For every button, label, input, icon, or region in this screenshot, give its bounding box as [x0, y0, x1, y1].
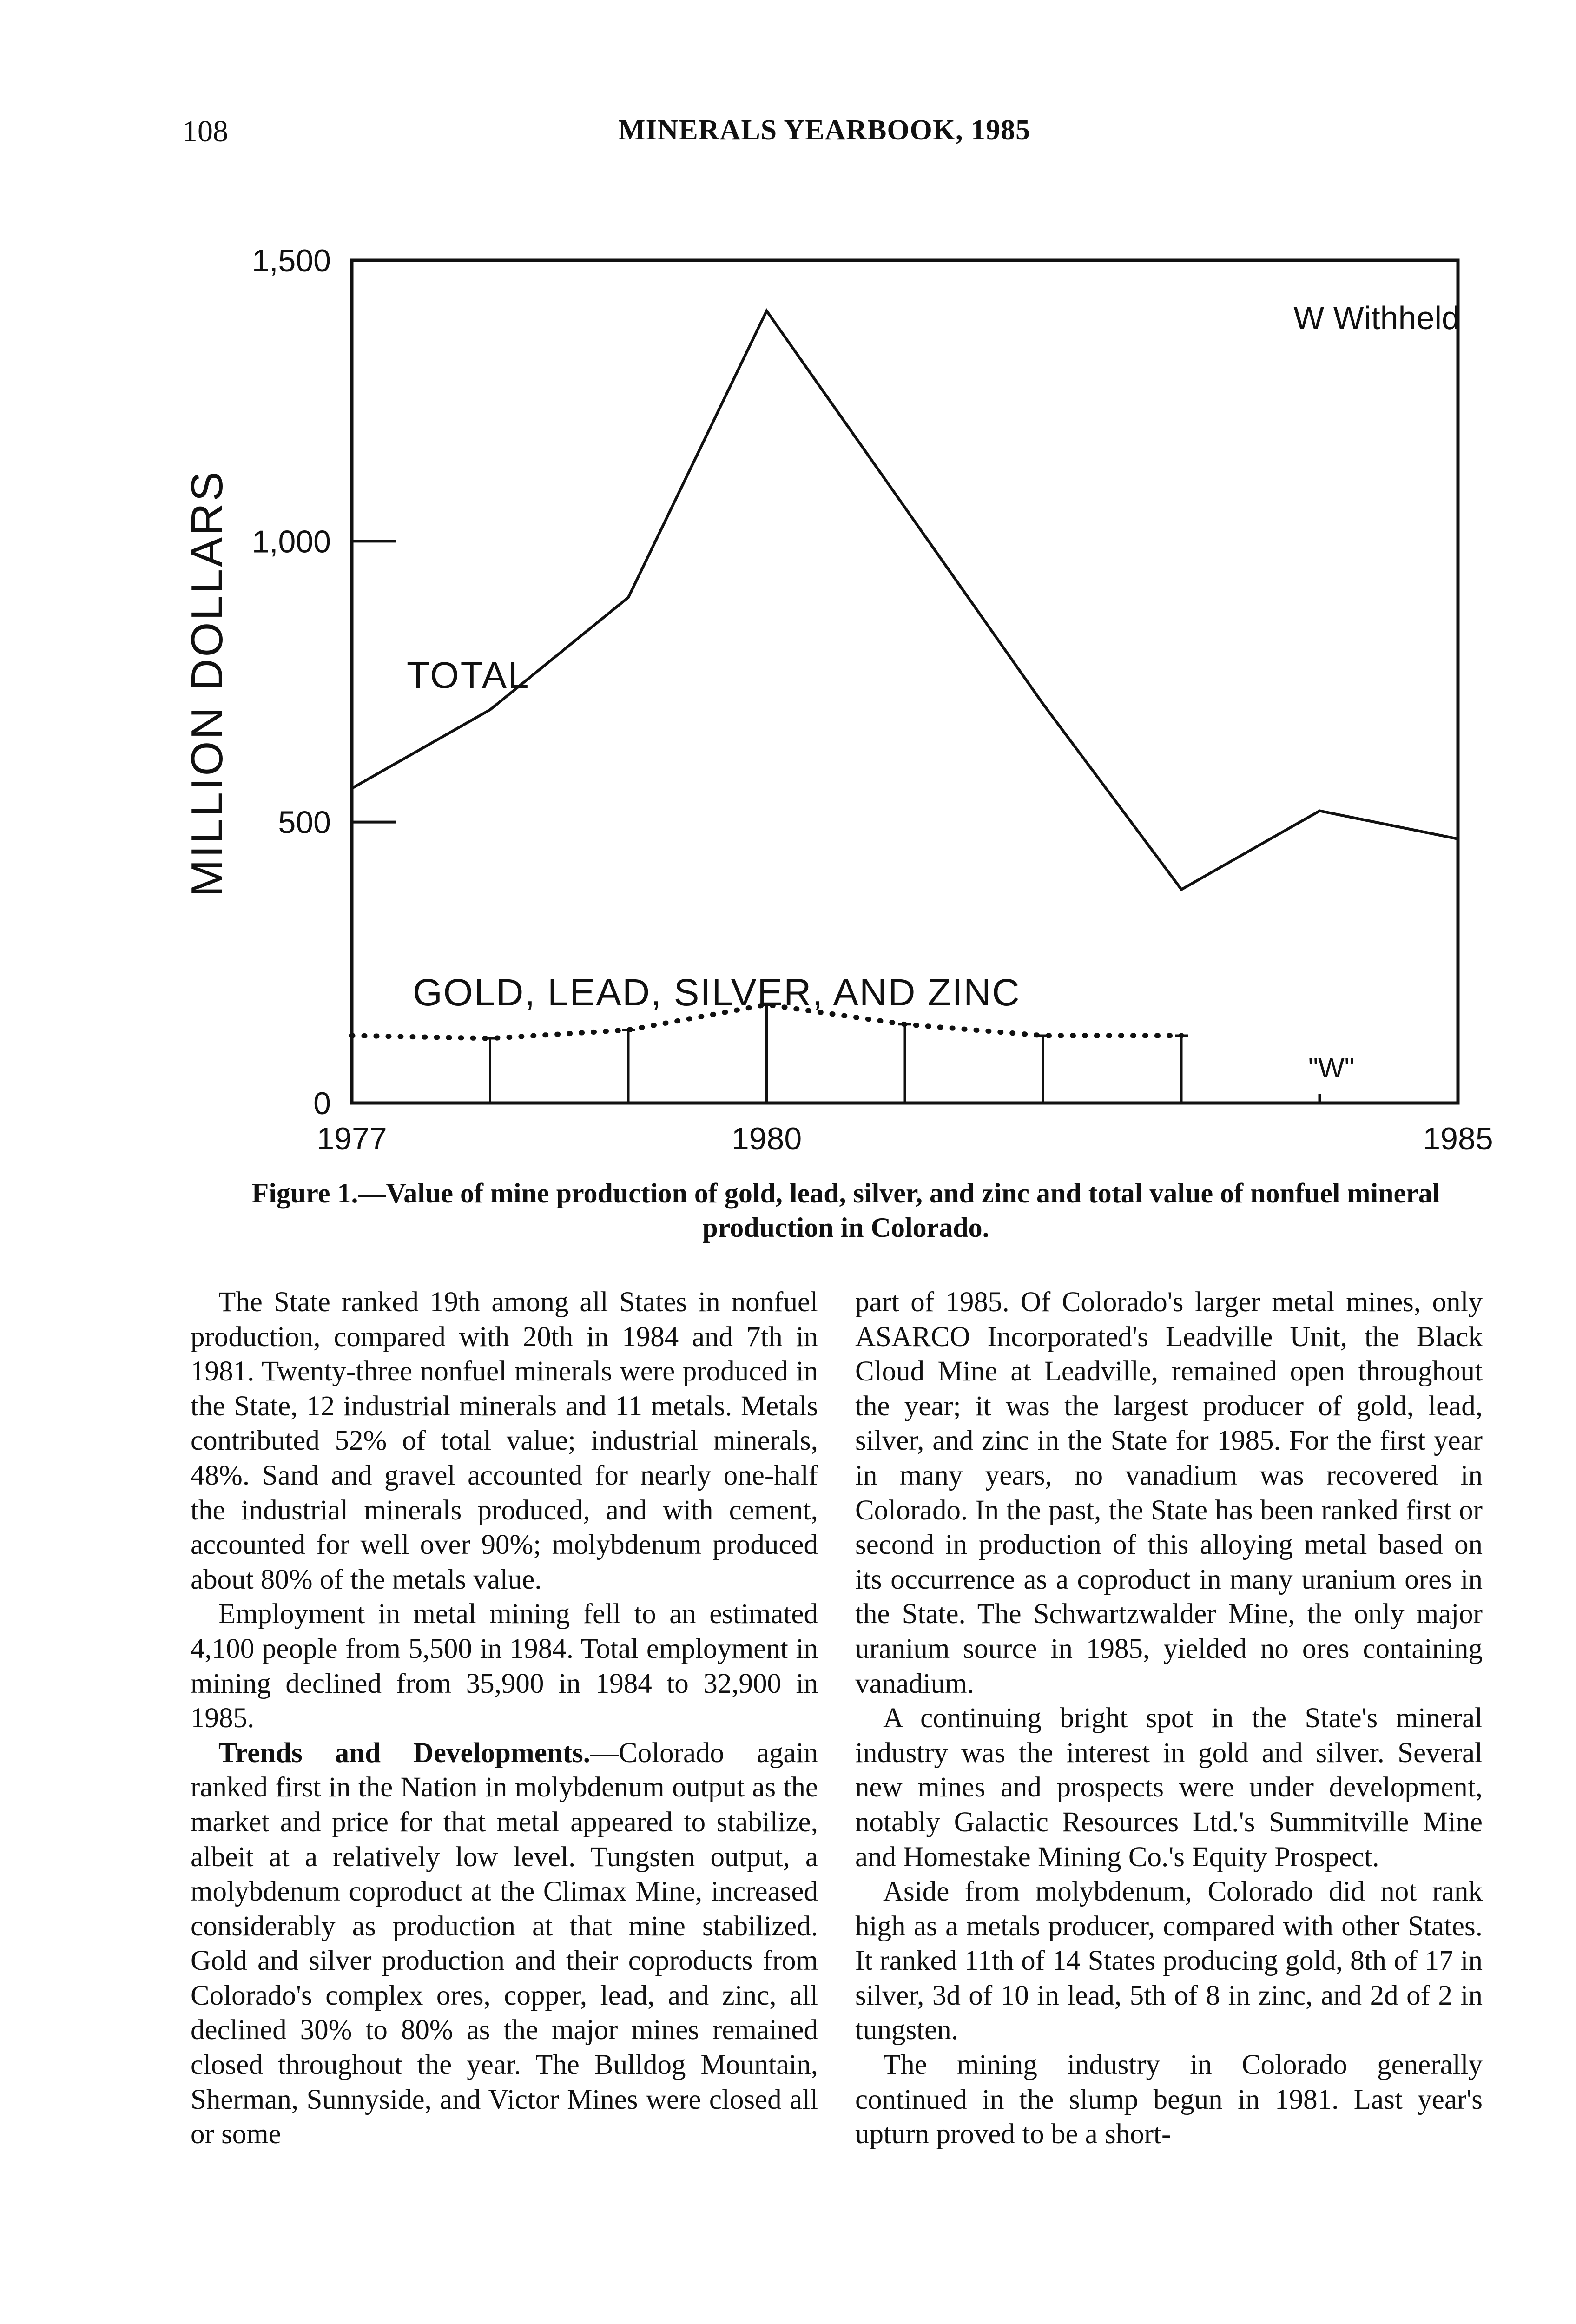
paragraph: Aside from molybdenum, Colorado did not rank high as a metals producer, compared with other States. It ranked 11th of 14 States producing gold, 8th of 17 in silver, 3d of 10 in lead, 5th of 8 in zinc, and 2d of 2 in tungsten. — [855, 1876, 1483, 2046]
figure-caption — [195, 1176, 1497, 1245]
figure-label: Figure 1. — [251, 1178, 358, 1208]
y-tick-label: 500 — [278, 805, 331, 840]
paragraph: The State ranked 19th among all States in nonfuel production, compared with 20th in 1984 and 7th in 1981. Twenty-three nonfuel minerals were produced in the State, 12 industrial minerals and 11 metals. Metals contributed 52% of total value; industrial minerals, 48%. Sand and gravel accounted for nearly one-half the industrial minerals produced, and with cement, accounted for well over 90%; molybdenum produced about 80% of the metals value. — [191, 1287, 818, 1595]
withheld-label: "W" — [1308, 1052, 1355, 1083]
x-tick-label: 1977 — [317, 1121, 387, 1156]
x-tick-label: 1985 — [1423, 1121, 1493, 1156]
series-label-gold-lead-silver-zinc: GOLD, LEAD, SILVER, AND ZINC — [413, 971, 1021, 1014]
withheld-note: W Withheld — [1293, 300, 1460, 336]
paragraph: The mining industry in Colorado generally continued in the slump begun in 1981. Last year's upturn proved to be a short- — [855, 2049, 1483, 2150]
series-label-total: TOTAL — [407, 654, 530, 696]
figure-caption-text: —Value of mine production of gold, lead, silver, and zinc and total value of nonfuel mineral production in Colorado. — [358, 1178, 1440, 1243]
paragraph-text: —Colorado again ranked first in the Nation in molybdenum output as the market and price for that metal appeared to stabilize, albeit at a relatively low level. Tungsten output, a molybdenum coproduct at the Climax Mine, increased considerably as production at that mine stabilized. Gold and silver production and their coproducts from Colorado's complex ores, copper, lead, and zinc, all declined 30% to 80% as the major mines remained closed throughout the year. The Bulldog Mountain, Sherman, Sunnyside, and Victor Mines were closed all or some — [191, 1737, 818, 2150]
y-tick-label: 1,500 — [251, 243, 331, 278]
page-number: 108 — [182, 114, 228, 148]
total-series-line — [352, 311, 1458, 890]
y-tick-label: 1,000 — [251, 524, 331, 560]
paragraph: part of 1985. Of Colorado's larger metal mines, only ASARCO Incorporated's Leadville Unit, the Black Cloud Mine at Leadville, remained open throughout the year; it was the largest producer of gold, lead, silver, and zinc in the State for 1985. For the first year in many years, no vanadium was recovered in Colorado. In the past, the State has been ranked first or second in production of this alloying metal based on its occurrence as a coproduct in many uranium ores in the State. The Schwartzwalder Mine, the only major uranium source in 1985, yielded no ores containing vanadium. — [855, 1287, 1483, 1699]
y-axis-title: MILLION DOLLARS — [182, 469, 232, 897]
y-tick-label: 0 — [313, 1086, 331, 1121]
body-column-right — [855, 1285, 1483, 2152]
run-in-heading: Trends and Developments. — [218, 1737, 591, 1769]
paragraph: A continuing bright spot in the State's mineral industry was the interest in gold and silver. Several new mines and prospects were under development, notably Galactic Resources Ltd.'s Summitville Mine and Homestake Mining Co.'s Equity Prospect. — [855, 1703, 1483, 1873]
body-column-left — [191, 1285, 818, 2152]
running-title: MINERALS YEARBOOK, 1985 — [618, 114, 1031, 146]
paragraph-with-run-in — [191, 1736, 818, 2152]
paragraph: Employment in metal mining fell to an estimated 4,100 people from 5,500 in 1984. Total employment in mining declined from 35,900 in 1984 to 32,900 in 1985. — [191, 1598, 818, 1734]
x-tick-label: 1980 — [731, 1121, 802, 1156]
